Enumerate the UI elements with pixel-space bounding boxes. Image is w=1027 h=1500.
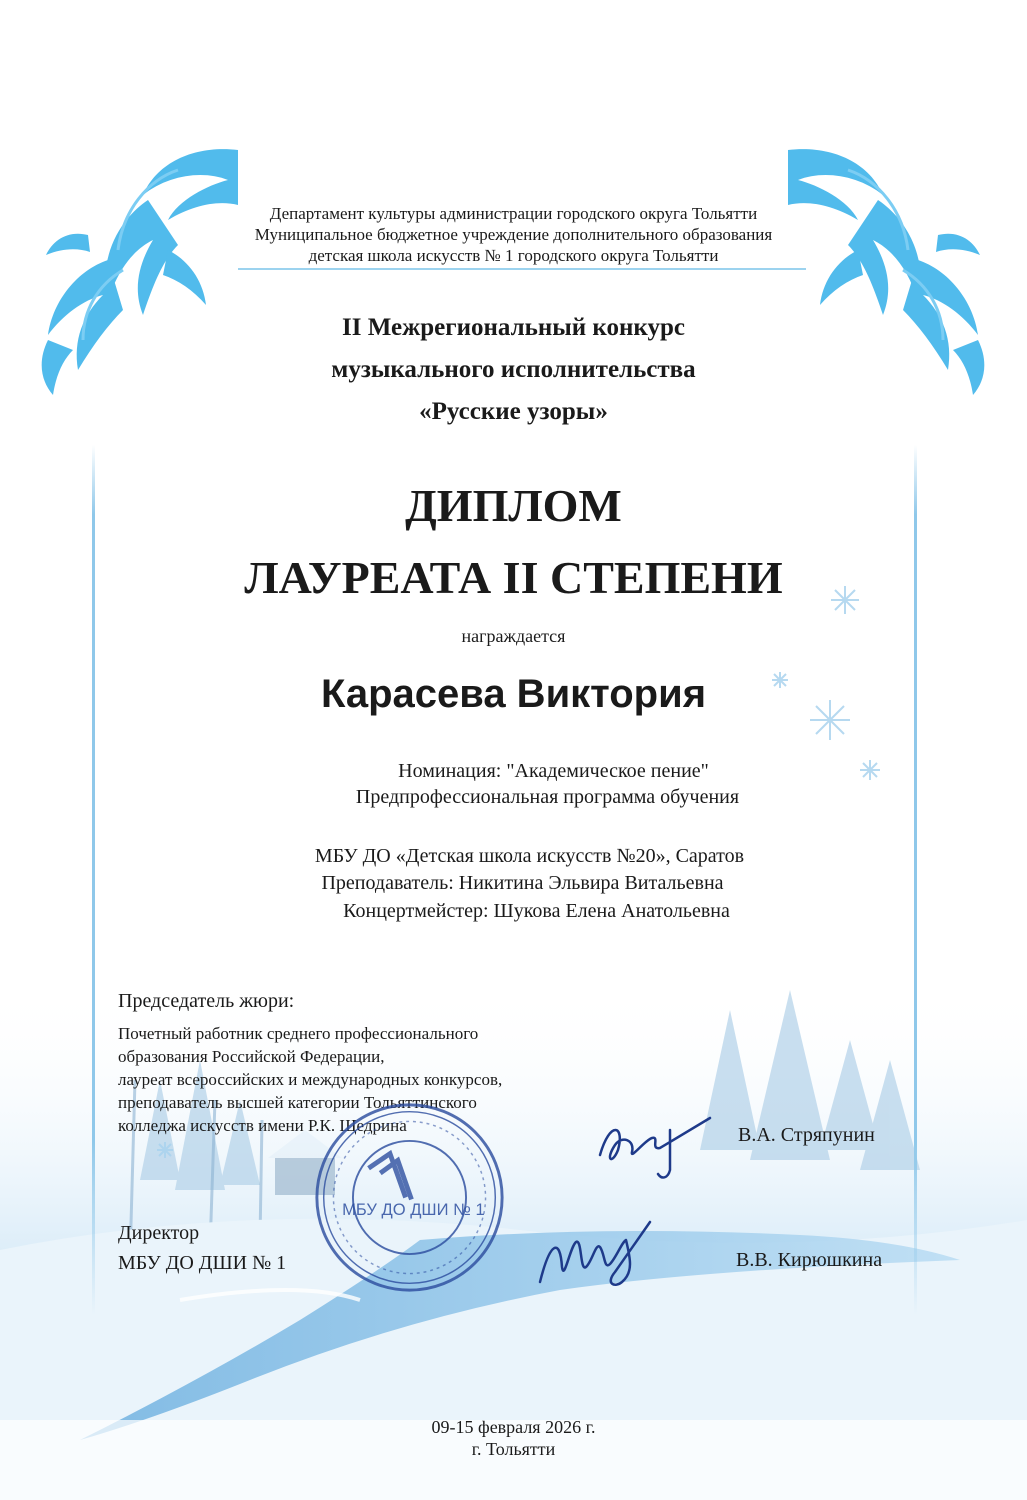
header-divider — [238, 268, 806, 270]
contest-title-line-2: музыкального исполнительства — [331, 356, 696, 383]
director-block — [118, 1218, 286, 1278]
program: Предпрофессиональная программа обучения — [355, 786, 740, 808]
jury-heading: Председатель жюри: — [118, 990, 295, 1012]
header-department: Департамент культуры администрации городского округа Тольятти — [269, 204, 758, 223]
teacher: Преподаватель: Никитина Эльвира Витальевна — [321, 872, 724, 894]
director-signatory-name: В.В. Кирюшкина — [736, 1249, 883, 1271]
jury-description-line: лауреат всероссийских и международных конкурсов, — [118, 1070, 503, 1089]
jury-description-line: Почетный работник среднего профессионального — [118, 1024, 479, 1043]
header-school: детская школа искусств № 1 городского округа Тольятти — [308, 246, 719, 265]
event-city: г. Тольятти — [471, 1439, 556, 1459]
event-dates: 09-15 февраля 2026 г. — [431, 1417, 596, 1437]
jury-description-line: образования Российской Федерации, — [118, 1047, 385, 1066]
contest-title-line-1: II Межрегиональный конкурс — [342, 314, 685, 341]
jury-signatory-name: В.А. Стряпунин — [738, 1124, 875, 1146]
diploma-title: ДИПЛОМ — [405, 480, 622, 531]
director-signature — [530, 1212, 660, 1297]
diploma-degree: ЛАУРЕАТА II СТЕПЕНИ — [244, 552, 783, 603]
header-institution: Муниципальное бюджетное учреждение дополнительного образования — [254, 225, 773, 244]
director-org: МБУ ДО ДШИ № 1 — [118, 1252, 287, 1274]
nomination: Номинация: "Академическое пение" — [398, 760, 709, 782]
jury-signature — [590, 1110, 730, 1185]
stamp-text: МБУ ДО ДШИ № 1 — [342, 1200, 485, 1220]
school: МБУ ДО «Детская школа искусств №20», Саратов — [314, 845, 745, 867]
official-stamp — [312, 1100, 507, 1295]
contest-title-line-3: «Русские узоры» — [419, 398, 608, 425]
jury-description-line: колледжа искусств имени Р.К. Щедрина — [118, 1116, 407, 1135]
recipient-name: Карасева Виктория — [320, 672, 707, 716]
director-title: Директор — [118, 1222, 200, 1244]
accompanist: Концертмейстер: Шукова Елена Анатольевна — [343, 900, 730, 922]
awarded-label: награждается — [461, 626, 566, 646]
jury-description-line: преподаватель высшей категории Тольяттинского — [118, 1093, 477, 1112]
